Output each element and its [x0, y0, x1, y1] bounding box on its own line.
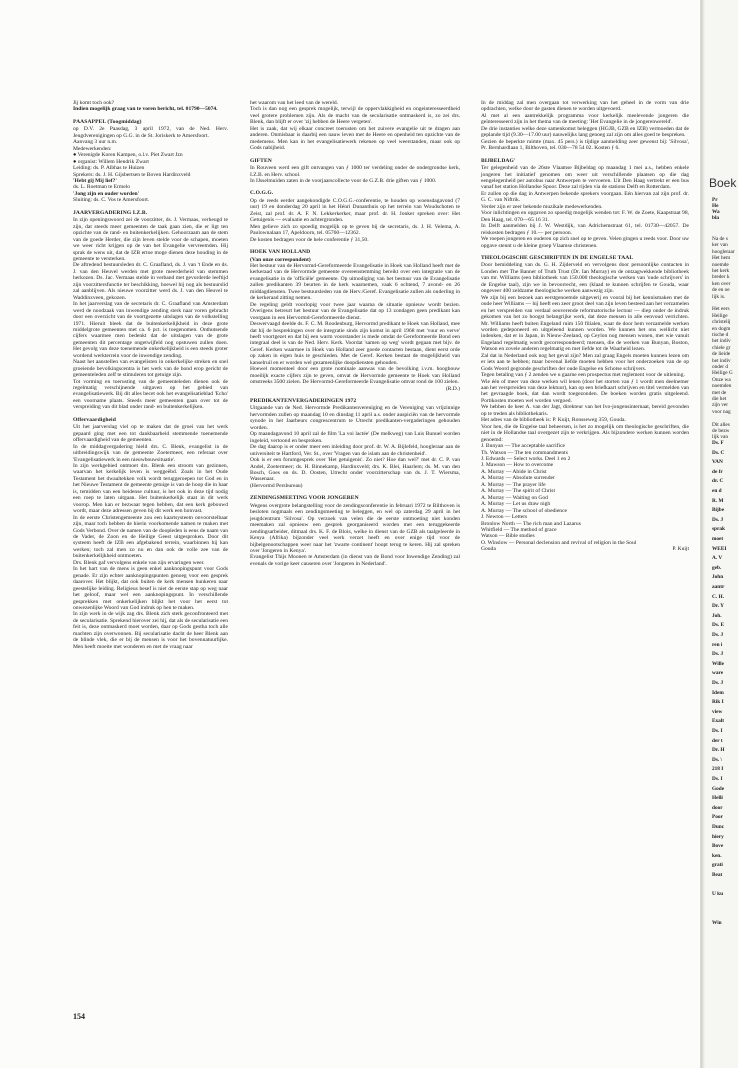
- next-page-line: ken over: [712, 280, 731, 287]
- paragraph: Al met al een aantrekkelijk programma voor kerkelijk meelevende jongeren die geïnteresseerd zijn in het thema van de meeting: 'Het Evangelie in de jongerenwereld'.: [481, 112, 689, 126]
- next-page-line: Beat: [712, 872, 723, 878]
- next-page-line: grati: [712, 862, 723, 869]
- paragraph: Uit het jaarverslag viel op te maken dat de groei van het werk gepaard ging met een tot dankbaarheid stemmende toenemende offervaardigheid van de gemeenten.: [73, 424, 228, 444]
- next-page-line: VAN: [712, 459, 723, 466]
- next-page-line: Het eers: [712, 306, 730, 313]
- next-page-line: Na de s: [712, 236, 728, 242]
- paragraph: Wie één of meer van deze werken wil lenen (door het storten van ƒ 1 wordt men deelnemer aan het versprreiden van deze lektuur), kan op een briefkaart schrijven en titel vermelden van het gevraagde boek, dat dan wordt toegezonden. De boeken worden gratis uitgeleend. Portikosten moeten wel worden vergoed.: [481, 378, 689, 404]
- paragraph: (Van onze correspondent): [250, 256, 311, 263]
- paragraph: ● organist: Willem Hendrik Zwart: [73, 158, 149, 165]
- paragraph: Voor hen, die de Engelse taal beheersen, is het zo mogelijk om theologische geschriften, die niet in de Hollandse taal overgezet zijn te verkrijgen. Als bijzondere werken kunnen worden genoemd:: [481, 423, 689, 443]
- paragraph: Voor inlichtingen en opgaven zo spoedig mogelijk wenden tot: F. W. de Zoete, Kaapstraat 98, Den Haag, tel. 070—65 16 31.: [481, 210, 689, 223]
- next-page-line: voor nag: [712, 408, 731, 415]
- next-page-line: Ds. J: [712, 516, 724, 523]
- next-page-line: het indiv: [712, 338, 731, 345]
- next-page-line: ker van: [712, 242, 728, 249]
- paragraph: 'Hebt gij Mij lief?': [73, 177, 117, 184]
- paragraph: De kosten bedragen voor de hele conferentie ƒ 31,50.: [250, 236, 369, 243]
- next-page-line: geb.: [712, 564, 722, 571]
- paragraph: Indien mogelijk graag van te voren bericht, tel. 01790—5074.: [73, 106, 218, 113]
- column-right: [481, 100, 689, 553]
- next-page-line: bla: [712, 215, 720, 221]
- signature-author: P. Kuijt: [672, 546, 689, 553]
- article-heading: THEOLOGISCHE GESCHRIFTEN IN DE ENGELSE TAAL: [481, 254, 634, 261]
- paragraph: A. Murray — The prayer life: [481, 481, 546, 488]
- paragraph: Medewerkenden:: [73, 145, 112, 152]
- next-page-line: Ds. F: [712, 440, 724, 446]
- paragraph: O. Winslow — Personal declension and revival of religion in the Soul: [481, 539, 637, 546]
- paragraph: Op maandagavond 10 april zal de film 'La voi lactée' (De melkweg) van Luis Bunuel worden ingeleid, vertoond en besproken.: [250, 431, 460, 444]
- article-heading: PREDIKANTENVERGADERINGEN 1972: [250, 398, 357, 405]
- next-page-line: Exalt: [712, 718, 725, 725]
- next-page-line: Helli: [712, 795, 723, 802]
- paragraph: Evangelist Thijs Moonen te Amsterdam (in dienst van de Bond voor Inwendige Zending) zal evenals de vorige keer causeren over 'Jongeren in Nederland'.: [250, 554, 460, 567]
- paragraph: A. Murray — Abide in Christ: [481, 468, 547, 475]
- paragraph: J. Mawson — How to overcome: [481, 462, 554, 469]
- next-page-line: en d: [712, 488, 722, 494]
- paragraph: Sprekers: ds. J. H. Gijsbertsen te Boven Hardinxveld: [73, 171, 191, 178]
- next-page-line: christelij: [712, 319, 731, 326]
- next-page-line: Dunc: [712, 824, 725, 830]
- next-page-line: Dit alles: [712, 421, 730, 428]
- next-page-line: hiery: [712, 833, 724, 840]
- next-page-line: Ds. C: [712, 449, 725, 456]
- paragraph: 'Jong zijn en ouder worden': [73, 190, 140, 197]
- paragraph: A. Murray — Let us draw nigh: [481, 501, 551, 508]
- paragraph: Tot vorming en toerusting van de gemeenteleden dienen ook de regelmatig verschijnende uitgaven op het gebied van evangelisatiewerk. Bij dit alles becet ook het evangelisatieblad 'Echo' een voorname plaats. Steeds meer gemeenten gaan over tot de verspreiding van dit blad onder rand- en buitenkerkelijken.: [73, 378, 228, 411]
- paragraph: In Rouveen werd een gift ontvangen van ƒ 1000 ter verdeling onder de ondergrondse kerk, I.Z.B. en Herv. school.: [250, 165, 460, 178]
- next-page-line: dr. C: [712, 478, 724, 485]
- next-page-line: lijk van: [712, 434, 729, 441]
- next-page-line: Poor: [712, 814, 723, 821]
- signature-line: [250, 386, 460, 392]
- paragraph: Men gelieve zich zo spoedig mogelijk op te geven bij de secretaris, ds. J. H. Velema, A. Paulownalaan 17, Apeldoorn, tel. 05760—12362.: [250, 223, 460, 237]
- paragraph: Th. Watson — The ten commandments: [481, 449, 568, 456]
- paragraph: Watson — Bible studies: [481, 533, 535, 540]
- article-heading: Offervaardigheid: [73, 416, 116, 423]
- next-page-line: Heilige G: [712, 370, 733, 377]
- next-page-line: A. V: [712, 555, 723, 562]
- paragraph: Gezien de beperkte ruimte (max. 45 pers.) is tijdige aanmelding zeer gewenst bij: 'Silvosa', Pr. Bernhardlaan 1, Bilthoven, tel. 030—78 54 02. Kosten ƒ 6.: [481, 138, 689, 152]
- next-page-line: ken.: [712, 852, 722, 859]
- next-page-line: en dogm: [712, 325, 731, 332]
- paragraph: J. Bunyan — The acceptable sacrifice: [481, 443, 565, 450]
- article-heading: GIFTEN: [250, 157, 272, 164]
- article-heading: C.O.G.G.: [250, 190, 274, 197]
- paragraph: Wegens overgrote belangstelling voor de zendingsconferentie in februari 1972 te Bilthoven is besloten nogmaals een zendingsmeeting te beleggen, en wel op zaterdag 29 april in het jeugdcentrum 'Silvosa'. Op verzoek van velen die de eerste ontmoeting niet konden meemaken zal opnieuw een gesprek georganiseerd worden met een teruggekeerde zendingsarbeider, ditmaal drs. K. F. de Blois, welke in dienst van de GZB als taalgeleerde in Kenya (Afrika) bijzonder veel werk verzet heeft en over enige tijd voor de bijbelgenootschappen weer naar het 'zwarte continent' hoopt terug te keren. Hij zal spreken over 'Jongeren in Kenya'.: [250, 502, 460, 554]
- next-page-line: Onze wa: [712, 376, 731, 383]
- next-page-line: Heilige: [712, 312, 728, 319]
- next-page-line: Rik I: [712, 699, 724, 706]
- paragraph: Uitgaande van de Ned. Hervormde Predikantenvereniging en de Vereniging van vrijzinnige hervormden zullen op maandag 10 en dinsdag 11 april a.s. onder auspiciën van de hervormde synode in het Jaarbeurs congrescentrum te Utrecht predikanten-vergaderingen gehouden worden.: [250, 405, 460, 431]
- next-page-line: U ku: [712, 891, 724, 898]
- paragraph: Ter gelegenheid van de 26ste Vlaamse Bijbeldag op maandag 1 mei a.s., hebben enkele jongeren het initiatief genomen om weer uit verschillende plaatsen op die dag eengelegenheid per autobus naar Antwerpen te vervoeren. Uit Den Haag vertrekt er een bus vanaf het station Hollandse Spoor. Deze zal rijden via de stations Delft en Rotterdam.: [481, 165, 689, 191]
- paragraph: Jij komt toch ook?: [73, 100, 115, 106]
- next-page-edge: [700, 0, 738, 1068]
- paragraph: J. Newton — Letters: [481, 514, 528, 521]
- paragraph: In het hart van de mens is geen enkel aanknopingspunt voor Gods genade. Er zijn echter aanknopingspunten genoeg voor een gesprek daarover. Het blijkt, dat ook buiten de kerk mensen hunkeren naar geestelijke leiding. Religieus besef is niet de eerste stap op weg naar het geloof, maar wel een aanknopingspunt. In verschillende gesprekken met onkerkelijken blijkt het voor het eerst tot onwezenlijke Woord van God indruk op hen te maken.: [73, 566, 228, 611]
- next-page-line: de lieide: [712, 351, 731, 358]
- paragraph: Door bemiddeling van ds. G. H. Zijderveld en vervolgens door persoonlijke contacten in Londen met The Banner of Truth Trust (Dr. Ian Murray) en de ontzagwekkende bibliotheek van mr. Williams (een bibliotheek van 150.000 theologische werken van 'oude schrijvers' in de Engelse taal), zijn we in bevoorrecht, een (klaad te kunnen schrijfen te Gouda, waar ongeveer 400 zeldzame theologische werken aanwezig zijn.: [481, 262, 689, 295]
- next-page-line: het indiv: [712, 357, 731, 364]
- next-page-line: Ds. I: [712, 776, 723, 782]
- next-page-line: Joh.: [712, 612, 722, 619]
- article-heading: BIJBELDAG': [481, 157, 516, 164]
- next-page-line: R. M: [712, 497, 724, 504]
- paragraph: Bronlow North — The rich man and Lazarus: [481, 520, 581, 527]
- paragraph: Deswervaagd deelde ds. F. C. M. Roodenburg, Hervormd predikant te Hoek van Holland, mee dat hij de besprekingen over de integratie sinds zijn komst in april 1968 met 'vuur en verve' heeft voortgezet en dat hij een warm voorstander is mede omdat de Gereformeerde Bond een integraal deel is van de Ned. Herv. Kerk. Voordat 'samen op weg' wordt gegaan met bijv. de Geref. Kerken waarmee in Hoek van Holland zeer goede contacten bestaan, dient eerst orde op zaken in eigen huis te geschieden. Met de Geref. Kerken bestaat de mogelijkheid van kanselruil en er worden wel gezamenlijke doopdiensten gehouden.: [250, 321, 460, 366]
- next-page-line: John: [712, 574, 724, 581]
- next-page-line: moet: [712, 536, 724, 542]
- next-page-line: Ds. J: [712, 651, 724, 658]
- paragraph: Zal dat in Nederland ook nog het geval zijn? Men zal graag Engels moeten kunnen lezen om er iets aan te hebben; maar bovenal liefde moeten hebben voor het onderzoeken van de op Gods Woord gegronde geschriften der oude Engelse en Schotse schrijvers.: [481, 352, 689, 372]
- paragraph: In de eerste Christengemeente zou een kaartsysteem onvoorstelbaar zijn, maar toch hebben de hierin voorkomende namen te maken met Gods Verbond. Over de namen van de doopleden is eens de naam van de Vader, de Zoon en de Heilige Geest uitgesproken. Door dit systeem heeft de IZB een afgebakend terrein, waarbinnen hij kan werken; toch zal men zo nu en dan ook de volle zee van de buitenkerkelijkheid ontmoeten.: [73, 514, 228, 560]
- next-page-line: ware: [712, 670, 724, 677]
- paragraph: In het jaarverslag van de secretaris dr. C. Graafland van Amsterdam werd de noodzaak van inwendige zending sterk naar voren gebracht door een overzicht van de voortgezette uitslagen van de volkstelling 1971. Hieruit bleek dat de buitenkerkelijkheid in deze grote middelgrote gemeenten met ca. 6 pct. is toegenomen. Onthutsende cijfers waarmee men bedenkt dat de uitslagen van de grote gemeenten dit percentage ongetwijfeld nog opstuwen zullen doen. Het gevolg van deze toenemende onkerkelijkheid is een steeds groter wordend werkterrein voor de inwendige zending.: [73, 301, 228, 359]
- paragraph: ds. L. Roetman te Ermelo: [73, 184, 130, 191]
- next-page-line: tische d: [712, 332, 729, 338]
- page-spine-shadow: [701, 0, 705, 1068]
- next-page-line: chiele gr: [712, 344, 731, 351]
- paragraph: In IJsselmuiden zaten in de voorjaarscollecte voor de G.Z.B. drie giften van ƒ 1000.: [250, 177, 437, 184]
- next-page-line: C. H.: [712, 593, 724, 600]
- paragraph: In de middagvergadering hield drs. C. Blenk, evangelist in de uitbreidingswijk van de gemeente Zoetermeer, een referaat over 'Evangelisatiewerk in een nieuwbouwsituatie'.: [73, 443, 228, 463]
- paragraph: Sluiting: ds. C. Vos te Amersfoort.: [73, 197, 150, 204]
- page-number: 154: [73, 1012, 85, 1021]
- next-page-heading: Boek: [709, 176, 737, 190]
- next-page-line: view: [712, 708, 723, 715]
- paragraph: (Hervormd Persbureau): [250, 482, 303, 489]
- next-page-line: Ds. J: [712, 632, 724, 638]
- next-page-line: met de: [712, 389, 727, 396]
- article-heading: HOEK VAN HOLLAND: [250, 249, 311, 256]
- paragraph: De dag daarop is er onder meer een inleiding door prof. dr. W. A. Bijlefeld, hoogleraar aan de universiteit te Hartford, Ver. St., over 'Vragen van de islam aan de christenheid'.: [250, 444, 460, 457]
- paragraph: A. Murray — Absolute surrender: [481, 475, 555, 482]
- next-page-line: de fr: [712, 468, 723, 475]
- paragraph: Het adres van de bibliotheek is: P. Kuijt, Ronsseweg 359, Gouda.: [481, 417, 626, 424]
- paragraph: Drs. Blenk gaf vervolgens enkele van zijn ervaringen weer.: [73, 559, 205, 566]
- next-page-line: Ds. \: [712, 756, 723, 763]
- paragraph: Het is zaak, dat wij elkaar concreet toerusten om het zuivere evangelie uit te dragen aan anderen. Onmisbaar is daarbij een nauw leven met de Heere en openheid ten opzichte van de medemens. Men kan in het evangelisatiewerk rekenen op veel weerstanden, maar ook op Gods nabijheid.: [250, 125, 460, 152]
- paragraph: Er zullen op die dag in Antwerpen bekende sprekers voorgaan. Eén hiervan zal zijn prof. dr. G. C. van Niftrik.: [481, 190, 689, 204]
- next-page-line: Win: [712, 920, 722, 926]
- next-page-line: door: [712, 804, 723, 811]
- next-page-line: Gode: [712, 785, 725, 792]
- next-page-line: Bijbe: [712, 507, 725, 514]
- paragraph: In zijn openingswoord zei de voorzitter, ds. J. Vermaas, verheugd te zijn, dat steeds meer gemeenten de taak gaan zien, die er ligt ten opzichte van de rand- en buitenkerkelijken. Gehoorzaam aan de stem van de goede Herder, die zijn leven stelde voor de schapen, moeten we weer richt krijgen op de van het Evangelie vervreemden. Hij sprak de wens uit, dat de IZB ertoe moge dienen deze houding in de gemeente te versterken.: [73, 217, 228, 262]
- paragraph: De regeling geldt voorlopig voor twee jaar waarna de situatie opnieuw wordt bezien. Overigens betreurt het bestuur van de Evangelisatie dat op 13 zondagen geen predikant kan voorgaan in een Hervormd-Gereformeerde dienst.: [250, 301, 460, 321]
- paragraph: We zijn bij een bezoek aan eerstgenoemde uitgeverij en vooral bij het kennismaken met de oude heer Williams — hij heeft een zeer groot deel van zijn leven besteed aan het verzamelen en het verspreiden van verdaal oeuverende reformatorische lectuur — diep onder de indruk gekomen van het zo hoogst belangrijke werk, dat deze mensen in alle eenvoud verrichten. Mr. Williams heeft buiten Engeland ruim 150 filialen, waar de door hem verzamelde werken worden gedeponeerd en uitgeleend kunnen worden. We kunnen het ons wellicht niet indenken, dat er in Japan, in Nieuw-Zeeland, op Ceylon nog mensen wonen, met wie vanuit Engeland regelmatig wordt gecorrespondeerd; mensen, die de werken van Bunyan, Boston, Watson en zovele anderen regelmatig en met liefde tot de Waarheid lezen.: [481, 294, 689, 353]
- paragraph: Leiding: ds. P. Albhas te Huizen: [73, 165, 145, 172]
- next-page-line: lijk is.: [712, 293, 726, 300]
- next-page-line: onder d: [712, 364, 729, 370]
- paragraph: Verder zijn er zeer bekende muzikale medewerkenden.: [481, 203, 603, 210]
- next-page-line: Ds. J: [712, 680, 724, 686]
- paragraph: A. Murray — The spirit of Christ: [481, 488, 556, 495]
- next-page-line: de en oe: [712, 287, 730, 294]
- paragraph: Toch is dan nog een gesprek mogelijk, terwijl de oppervlakkigheid en ongeinteresseerdheid veel grotere problemen zijn. Als de macht van de secularisatie ontmaskerd is, zo zei drs. Blenk, dan blijft er over 'zij hebben de Heere vergeten'.: [250, 106, 460, 126]
- paragraph: De drie instanties welke deze samenkomst beleggen (HGJB, GZB en IZB) vermoeden dat de geplande tijd (9.30—17.00 uur) nauwelijks lang genoeg zal zijn om alles goed te bespreken.: [481, 125, 689, 139]
- paragraph: Hoewel momenteel door een grote nominale aanwas van de bevolking i.v.m. hoogbouw moeilijk exacte cijfers zijn te geven, omvat de Hervormde gemeente te Hoek van Holland omstreeks 3500 zielen. De Hervormd-Gereformeerde Evangelisatie omvat rond de 100 zielen.: [250, 366, 460, 386]
- next-page-line: Ds. E: [712, 622, 725, 629]
- next-page-line: Ds. I: [712, 728, 723, 734]
- paragraph: het waarom van het leed van de wereld.: [250, 100, 339, 106]
- signature-place: Gouda: [481, 546, 496, 553]
- next-page-line: Wa: [712, 209, 720, 215]
- next-page-line: Dr. H: [712, 747, 725, 754]
- next-page-line: breder k: [712, 274, 730, 281]
- next-page-line: noemde: [712, 261, 729, 268]
- article-heading: PAASAPPEL (Toogmiddag): [73, 118, 142, 125]
- next-page-line: de bezw: [712, 428, 730, 434]
- column-middle: [250, 100, 460, 567]
- next-page-line: aantr: [712, 584, 725, 590]
- column-left: [73, 100, 228, 650]
- paragraph: Naast het aanstellen van evangelisten in onkerkelijke streken en snel groeiende bevolkingscentra is het werk van de bond erop gericht de gemeenteleden zelf te stimuleren tot getuige zijn.: [73, 359, 228, 379]
- next-page-line: die het: [712, 396, 727, 402]
- next-page-line: He: [712, 203, 719, 209]
- next-page-line: noemden: [712, 383, 732, 390]
- paragraph: We hebben de heer A. van der Jagt, direkteur van het Ivo-jongensinternaat, bereid gevonden op te treden als bibliothekaris.: [481, 404, 689, 417]
- next-page-line: Het hem: [712, 255, 731, 262]
- article-heading: JAARVERGADERING I.Z.B.: [73, 209, 148, 216]
- paragraph: We roepen jongeren en ouderen op zich snel op te geven. Velen gingen u reeds voor. Door uw opgave steunt u de kleine groep Vlaamse christenen.: [481, 236, 689, 249]
- paragraph: Ook is er een forumgesprek over 'Het getuigenis'. Zo niet? Hoe dan wel?' met dr. C. P. van Andel, Zoetermeer; ds. H. Binnekamp, Hardinxveld; drs. K. Blei, Haarlem; ds. M. van den Bosch, Goes en ds. D. Oosten, Utrecht onder voorzitterschap van ds. J. T. Wiersma, Wassenaar.: [250, 457, 460, 483]
- paragraph: Op de reeds eerder aangekondigde C.O.G.G.-conferentie, te houden op woensdagavond (7 uur) 19 en donderdag 20 april in het Hénri Dunanthuis op het terrein van Woudschoten te Zeist, zal prof. dr. A. F. N. Lekkerkerker, maar prof. dr. H. Jonker spreken over: Het Getuigenis — evaluatie en achtergronden.: [250, 197, 460, 224]
- next-page-line: sprak: [712, 526, 725, 533]
- next-page-line: Wille: [712, 660, 724, 667]
- next-page-line: het kerk: [712, 268, 730, 274]
- paragraph: In de middag zal men overgaan tot verwerking van het geheel in de vorm van drie opdrachten, welke door de gasten dienen te worden uitgevoerd.: [481, 100, 689, 113]
- paragraph: Whitfield — The method of grace: [481, 527, 557, 533]
- paragraph: In zijn werkgebied ontmoet drs. Blenk een stroom van gezinnen, waarvan het kerkelijk leven is weggeëbd. Zoals in het Oude Testament het dwaaltekken volk wordt teruggeroepen tot God en in het Nieuwe Testament de gemeente getuige is van de hoop die in haar is, temidden van een heidense cultuur, is het ook in deze tijd nodig een roep te laten uitgaan. Het buitenkerkelijk staat in dit werk voorop. Men kan er bezwaar tegen hebben, dat een kerk gebouwd wordt, maar deze adressen geven bij dit werk een honvast.: [73, 463, 228, 515]
- next-page-line: hoogleraar: [712, 248, 735, 255]
- next-page-line: Idem: [712, 689, 724, 696]
- signature-line: [481, 546, 689, 552]
- next-page-line: ren i: [712, 641, 723, 648]
- paragraph: In Delft aanmelden bij J. W. Westdijk, van Adrichemstraat 61, tel. 01730—42057. De reiskosten bedragen ƒ 10.— per persoon.: [481, 223, 689, 236]
- article-heading: ZENDINGSMEETING VOOR JONGEREN: [250, 495, 359, 502]
- paragraph: In zijn werk in de wijk zag drs. Blenk zich sterk geconfronteerd met de secularisatie. Sprekend hierover zei hij, dat als de secularisatie een feit is, deze ontmaskerd moet worden, daar op Gods gestha toch alle machten zijn overwonnen. Bij secularisatie dacht de heer Blenk aan de blinde vlek, die er bij de mensen is voor het bovennatuurlijke. Men heeft moeite met wonderen en met de vraag naar: [73, 611, 228, 650]
- paragraph: Aanvang 3 uur n.m.: [73, 139, 118, 146]
- paragraph: A. Murray — The school of obedience: [481, 507, 568, 514]
- next-page-line: 218 I: [712, 766, 724, 773]
- paragraph: J. Edwards — Select works. Deel 1 en 2: [481, 456, 571, 463]
- paragraph: ● Verenigde Koren Kampen, o.l.v. Piet Zwart Jzn: [73, 152, 183, 159]
- paragraph: Het bestuur van de Hervormd-Gereformeerde Evangelisatie in Hoek van Holland heeft met de kerkeraad van de Hervormde gemeente overeenstemming bereikt over een integratie van de evangelisatie in de 'officiële' gemeente. Op uitnodiging van het bestuur van de Evangelisatie zullen predikanten 39 beurten in de kerk waarnemen, vaak 6 ochtend, 7 avond- en 26 middagdiensten. Twee bestuursleden van de Herv./Geref. Evangelisatie zullen als ouderling in de kerkeraad zitting nemen.: [250, 262, 460, 302]
- signature-author: (R.D.): [445, 385, 460, 392]
- next-page-line: Bove: [712, 843, 724, 850]
- paragraph: A. Murray — Waiting on God: [481, 494, 548, 501]
- next-page-line: Pr: [712, 197, 718, 203]
- paragraph: op D.V. 2e Paasdag, 3 april 1972, van de Ned. Herv. Jeugdverenigingen op G.G. in de St. Joriskerk te Amersfoort.: [73, 126, 228, 139]
- paragraph: Tegen betaling van ƒ 2 zenden we u gaarne een prospectus met reglement voor de uitlening.: [481, 372, 685, 379]
- next-page-line: Dr. Y: [712, 603, 724, 610]
- paragraph: De aftredend bestuursleden dr. C. Graafland, ds. J. van 't Ende en ds. J. van den Heuvel werden met grote meerderheid van stemmen herkozen. Ds. Jac. Vermaas stelde in verband met gevorderde leeftijd zijn voorzittersfunctie ter beschikking, hoewel hij nog als bestuurslid zal aanblijven. Als nieuwe voorzitter werd ds. J. van den Heuvel te Waddinxveen, gekozen.: [73, 262, 228, 301]
- next-page-line: zijn ver: [712, 402, 729, 409]
- next-page-line: der t: [712, 737, 723, 744]
- next-page-line: WEEI: [712, 545, 727, 552]
